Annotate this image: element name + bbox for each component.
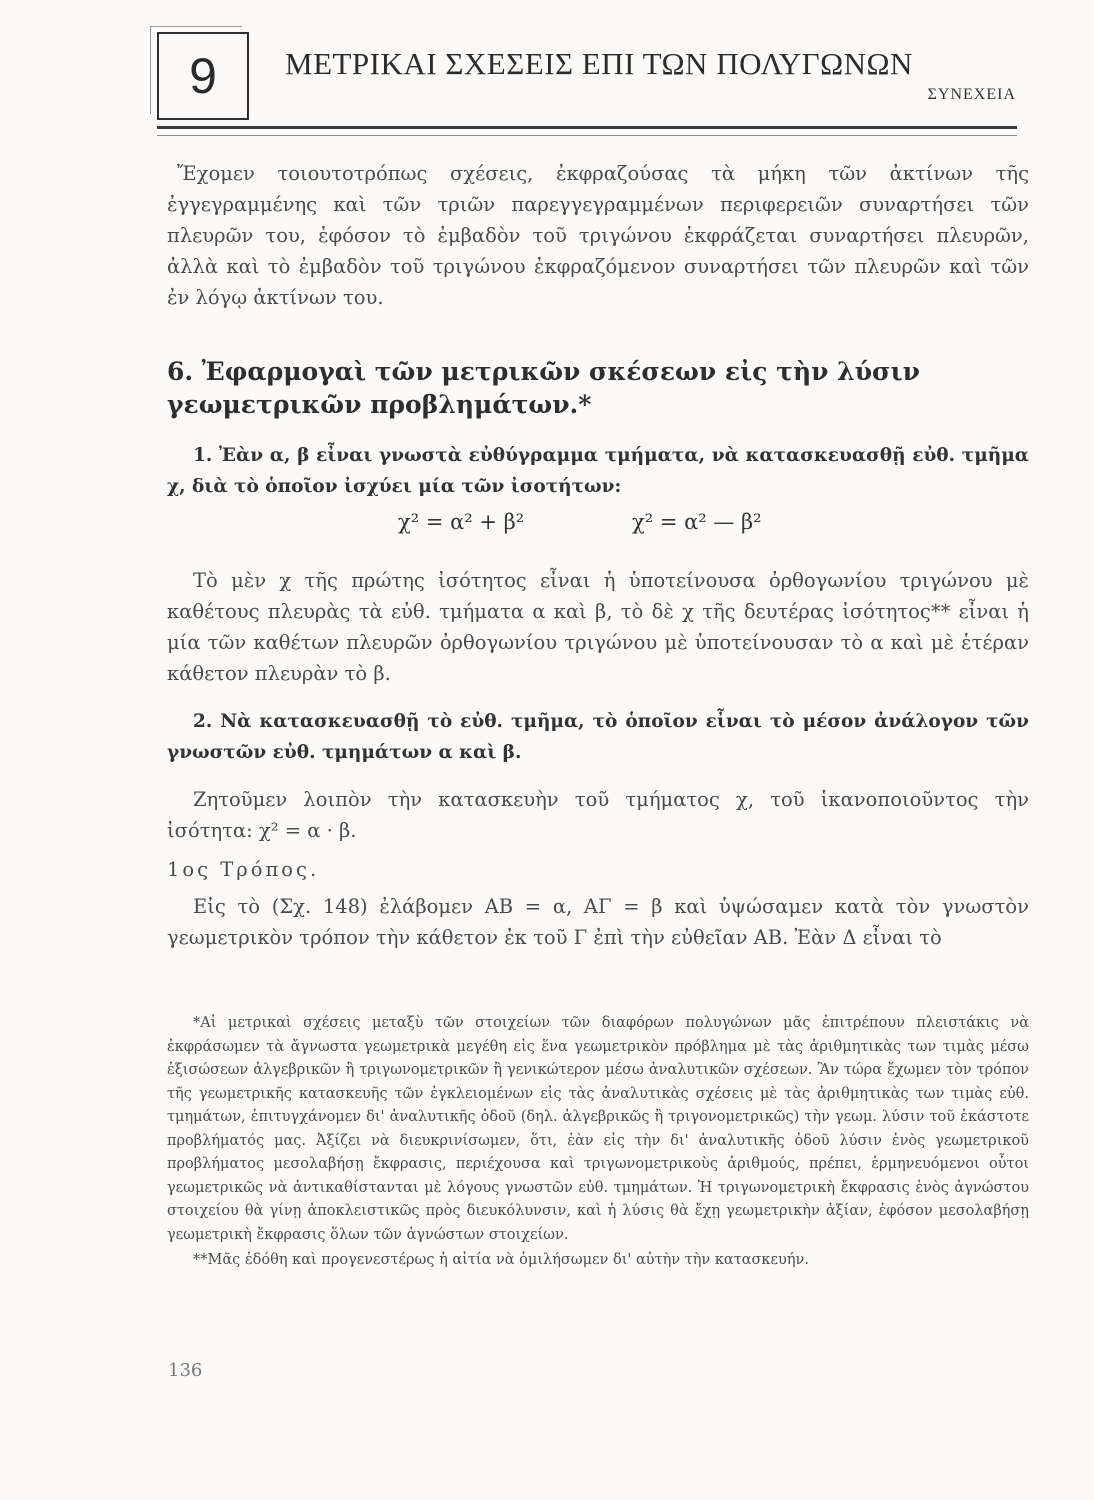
intro-paragraph: Ἔχομεν τοιουτοτρόπως σχέσεις, ἐκφραζούσας τὰ μήκη τῶν ἀκτίνων τῆς ἐγγεγραμμένης καὶ τῶν τριῶν παρεγγεγραμμένων περιφερειῶν συναρτήσει τῶν πλευρῶν του, ἐφόσον τὸ ἐμβαδὸν τοῦ τριγώνου ἐκφράζεται συναρτήσει πλευρῶν, ἀλλὰ καὶ τὸ ἐμβαδὸν τοῦ τριγώνου ἐκφραζόμενον συναρτήσει τῶν πλευρῶν καὶ τῶν ἐν λόγῳ ἀκτίνων του. [167,162,1029,309]
problem-2-text-1: Ζητοῦμεν λοιπὸν τὴν κατασκευὴν τοῦ τμήματος χ, τοῦ ἱκανοποιοῦντος τὴν ἰσότητα: χ² = α · β. [167,788,1029,842]
problem-1-explanation: Τὸ μὲν χ τῆς πρώτης ἰσότητος εἶναι ἡ ὑποτείνουσα ὀρθογωνίου τριγώνου μὲ καθέτους πλευρὰς τὰ εὐθ. τμήματα α καὶ β, τὸ δὲ χ τῆς δευτέρας ἰσότητος** εἶναι ἡ μία τῶν καθέτων πλευρῶν ὀρθογωνίου τριγώνου μὲ ὑποτείνουσαν τὸ α καὶ μὲ ἑτέραν κάθετον πλευρὰν τὸ β. [167,569,1029,685]
header-rule-thick [157,126,1017,129]
section-block [167,355,1029,421]
chapter-number: 9 [189,48,217,104]
chapter-number-box [157,32,249,120]
intro-block [167,158,1029,313]
section-title: 6. Ἐφαρμογαὶ τῶν μετρικῶν σκέσεων εἰς τὴν λύσιν γεωμετρικῶν προβλημάτων.* [167,357,920,419]
problem-2-text-2: Εἰς τὸ (Σχ. 148) ἐλάβομεν ΑΒ = α, ΑΓ = β καὶ ὑψώσαμεν κατὰ τὸν γνωστὸν γεωμετρικὸν τρόπον τὴν κάθετον ἐκ τοῦ Γ ἐπὶ τὴν εὐθεῖαν ΑΒ. Ἐὰν Δ εἶναι τὸ [167,895,1029,949]
footnote-1: *Αἱ μετρικαὶ σχέσεις μεταξὺ τῶν στοιχείων τῶν διαφόρων πολυγώνων μᾶς ἐπιτρέπουν πλειστάκις νὰ ἐκφράσωμεν τὰ ἄγνωστα γεωμετρικὰ μεγέθη εἰς ἕνα γεωμετρικὸν πρόβλημα μὲ τὰς ἀριθμητικὰς των τιμὰς μέσω ἐξισώσεων ἀλγεβρικῶν ἢ τριγωνομετρικῶν ἢ γενικώτερον μέσω ἀναλυτικῶν σχέσεων. Ἂν τώρα ἔχωμεν τὸν τρόπον τῆς γεωμετρικῆς κατασκευῆς τῶν ἐγκλειομένων εἰς τὰς ἀναλυτικὰς σχέσεις μὲ τὰς ἀριθμητικὰς των τιμὰς εὐθ. τμημάτων, ἐπιτυγχάνομεν δι' ἀναλυτικῆς ὁδοῦ (δηλ. ἀλγεβρικῶς ἢ τριγονομετρικῶς) τὴν γεωμ. λύσιν τοῦ ἑκάστοτε προβλήματός μας. Ἀξίζει νὰ διευκρινίσωμεν, ὅτι, ἐὰν εἰς τὴν δι' ἀναλυτικῆς ὁδοῦ λύσιν ἑνὸς γεωμετρικοῦ προβλήματος μεσολαβήσῃ ἔκφρασις, περιέχουσα καὶ τριγωνομετρικοὺς ἀριθμούς, πρέπει, ἑρμηνευόμενοι οὗτοι γεωμετρικῶς νὰ ἀντικαθίστανται μὲ λόγους γνωστῶν εὐθ. τμημάτων. Ἡ τριγωνομετρικὴ ἔκφρασις ἑνὸς ἀγνώστου στοιχείου θὰ γίνῃ ἀποκλειστικῶς πρὸς διευκόλυνσιν, καὶ ἡ λύσις θὰ ἔχῃ γεωμετρικὴν ἀξίαν, ἐφόσον μεσολαβήσῃ γεωμετρικὴ ἔκφρασις ὅλων τῶν ἀγνώστων στοιχείων. [167,1015,1029,1243]
formula-left: χ² = α² + β² [398,510,525,534]
header-rule-thin [157,135,1017,136]
page-number: 136 [168,1360,203,1381]
problem-1-statement: 1. Ἐὰν α, β εἶναι γνωστὰ εὐθύγραμμα τμήματα, νὰ κατασκευασθῇ εὐθ. τμῆμα χ, διὰ τὸ ὁποῖον ἰσχύει μία τῶν ἰσοτήτων: [167,445,1029,497]
chapter-title: ΜΕΤΡΙΚΑΙ ΣΧΕΣΕΙΣ ΕΠΙ ΤΩΝ ΠΟΛΥΓΩΝΩΝ [285,46,913,81]
footnotes-block [167,1012,1029,1273]
problem-2-text-block [167,784,1029,953]
method-line [167,854,1029,885]
problem-2-block [167,706,1029,768]
method-label: 1ος Τρόπος. [167,858,320,881]
problem-1-explanation-block [167,565,1029,689]
chapter-subtitle: ΣΥΝΕΧΕΙΑ [927,86,1016,103]
problem-1-block [167,440,1029,502]
formula-right: χ² = α² — β² [632,510,762,534]
problem-2-statement: 2. Νὰ κατασκευασθῇ τὸ εὐθ. τμῆμα, τὸ ὁποῖον εἶναι τὸ μέσον ἀνάλογον τῶν γνωστῶν εὐθ. τμημάτων α καὶ β. [167,711,1029,763]
footnote-2: **Μᾶς ἐδόθη καὶ προγενεστέρως ἡ αἰτία νὰ ὁμιλήσωμεν δι' αὐτὴν τὴν κατασκευήν. [193,1252,809,1268]
